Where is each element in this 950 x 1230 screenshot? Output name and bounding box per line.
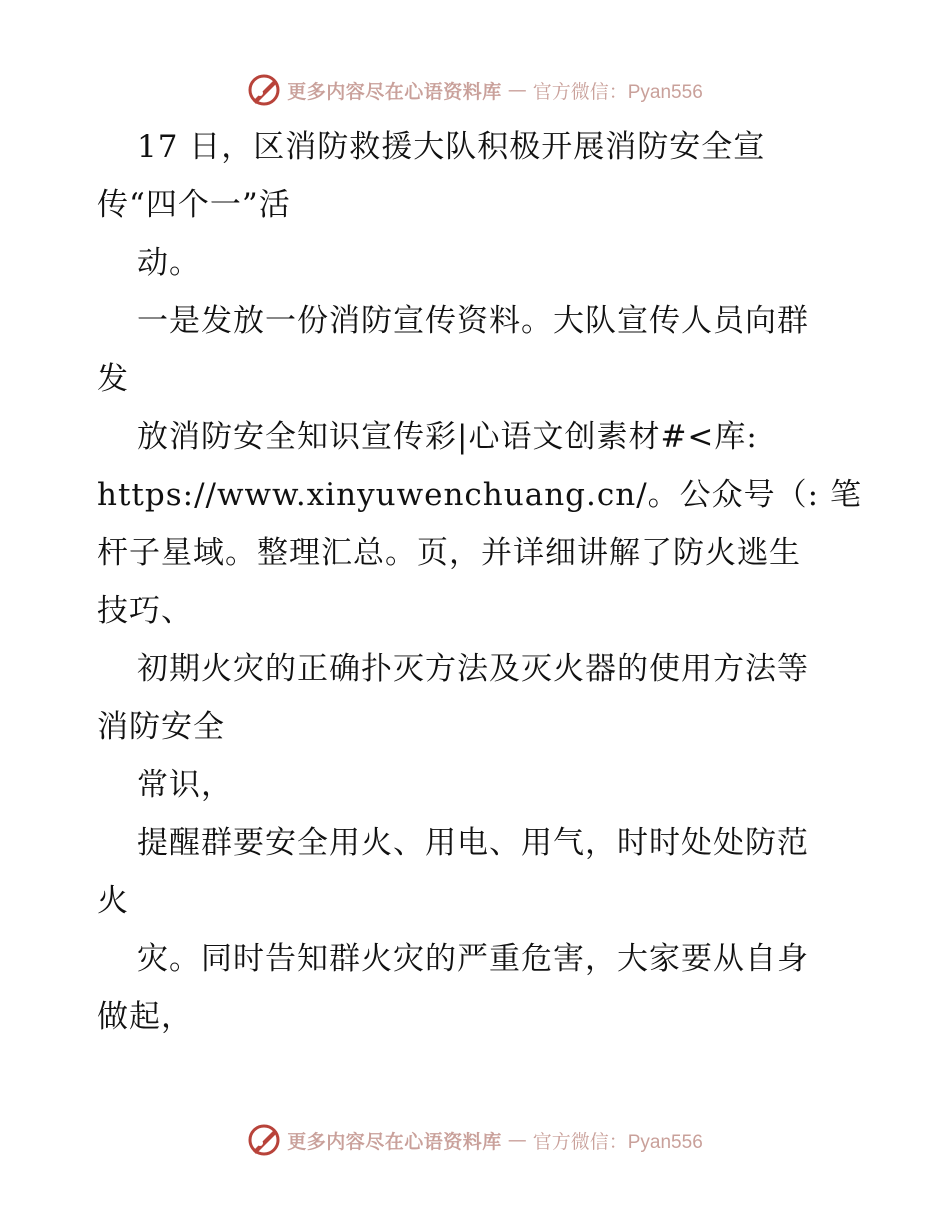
body-line: 传“四个一”活: [97, 187, 291, 223]
body-line: 17 日，区消防救援大队积极开展消防安全宣: [137, 129, 766, 165]
footer-watermark: [0, 1120, 950, 1160]
body-line: 发: [97, 361, 129, 397]
body-line: 提醒群要安全用火、用电、用气，时时处处防范: [137, 825, 809, 861]
document-body: [97, 118, 862, 1046]
body-line: 动。: [137, 245, 201, 281]
body-line: 一是发放一份消防宣传资料。大队宣传人员向群: [137, 303, 809, 339]
body-line: 技巧、: [97, 593, 193, 629]
body-line: 杆子星域。整理汇总。页，并详细讲解了防火逃生: [97, 535, 801, 571]
pen-logo-icon: [247, 1123, 281, 1157]
body-line: 常识，: [137, 767, 233, 803]
watermark-main-text: 更多内容尽在心语资料库: [287, 80, 502, 103]
pen-logo-icon: [247, 73, 281, 107]
body-line: 火: [97, 883, 129, 919]
header-watermark: [0, 70, 950, 110]
body-line: 灾。同时告知群火灾的严重危害，大家要从自身: [137, 941, 809, 977]
body-line: 初期火灾的正确扑灭方法及灭火器的使用方法等: [137, 651, 809, 687]
body-line: 消防安全: [97, 709, 225, 745]
watermark-separator: —: [507, 79, 527, 101]
body-line: https://www.xinyuwenchuang.cn/。公众号（: 笔: [97, 477, 862, 513]
body-line: 放消防安全知识宣传彩|心语文创素材#<库:: [137, 419, 758, 455]
watermark-wechat-text: 官方微信：Pyan556: [532, 81, 703, 103]
watermark-main-text: 更多内容尽在心语资料库: [287, 1130, 502, 1153]
watermark-wechat-text: 官方微信：Pyan556: [532, 1131, 703, 1153]
body-line: 做起，: [97, 999, 193, 1035]
watermark-separator: —: [507, 1129, 527, 1151]
